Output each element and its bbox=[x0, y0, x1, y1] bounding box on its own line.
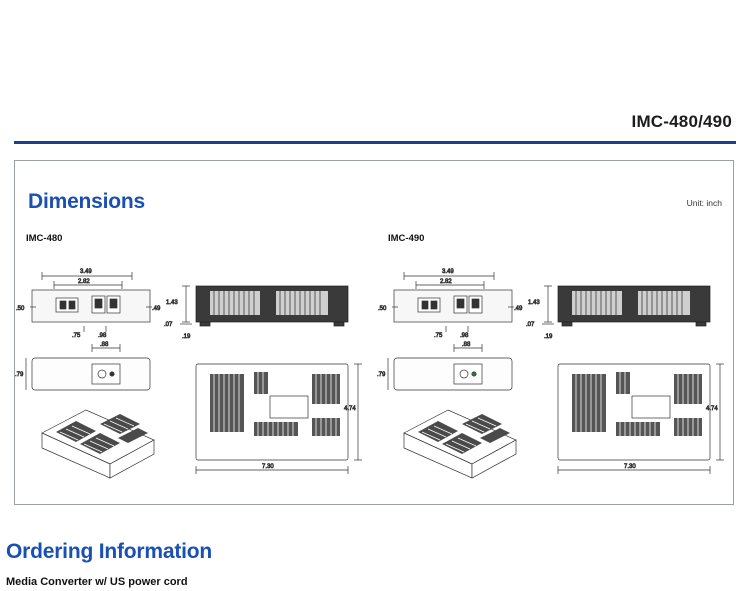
svg-text:.07: .07 bbox=[164, 322, 173, 328]
svg-text:.75: .75 bbox=[72, 333, 81, 339]
svg-text:.98: .98 bbox=[98, 333, 107, 339]
svg-text:1.43: 1.43 bbox=[166, 300, 178, 306]
svg-text:.50: .50 bbox=[16, 306, 25, 312]
svg-text:.07: .07 bbox=[526, 322, 535, 328]
svg-text:7.30: 7.30 bbox=[624, 464, 636, 470]
ordering-subtitle: Media Converter w/ US power cord bbox=[6, 576, 188, 588]
unit-note: Unit: inch bbox=[686, 198, 722, 208]
svg-text:1.43: 1.43 bbox=[528, 300, 540, 306]
svg-text:.98: .98 bbox=[460, 333, 469, 339]
ordering-heading: Ordering Information bbox=[6, 540, 213, 563]
svg-text:.79: .79 bbox=[377, 372, 386, 378]
svg-text:2.82: 2.82 bbox=[78, 279, 90, 285]
dimensions-heading: Dimensions bbox=[28, 190, 146, 213]
svg-text:.19: .19 bbox=[182, 334, 191, 340]
drawing-group-imc490 bbox=[376, 258, 736, 498]
model-label-imc480: IMC-480 bbox=[26, 233, 63, 244]
model-label-imc490: IMC-490 bbox=[388, 233, 425, 244]
svg-text:4.74: 4.74 bbox=[344, 406, 356, 412]
svg-text:2.82: 2.82 bbox=[440, 279, 452, 285]
svg-text:.49: .49 bbox=[152, 306, 161, 312]
svg-text:3.49: 3.49 bbox=[80, 269, 92, 275]
svg-text:.79: .79 bbox=[15, 372, 24, 378]
header-divider bbox=[14, 141, 736, 144]
drawing-group-imc480 bbox=[14, 258, 374, 498]
svg-text:3.49: 3.49 bbox=[442, 269, 454, 275]
svg-text:4.74: 4.74 bbox=[706, 406, 718, 412]
svg-text:.88: .88 bbox=[462, 342, 471, 348]
svg-text:.88: .88 bbox=[100, 342, 109, 348]
page-title: IMC-480/490 bbox=[631, 112, 732, 131]
svg-text:.49: .49 bbox=[514, 306, 523, 312]
svg-text:.50: .50 bbox=[378, 306, 387, 312]
svg-text:7.30: 7.30 bbox=[262, 464, 274, 470]
svg-text:.75: .75 bbox=[434, 333, 443, 339]
page-header bbox=[0, 112, 750, 150]
svg-text:.19: .19 bbox=[544, 334, 553, 340]
